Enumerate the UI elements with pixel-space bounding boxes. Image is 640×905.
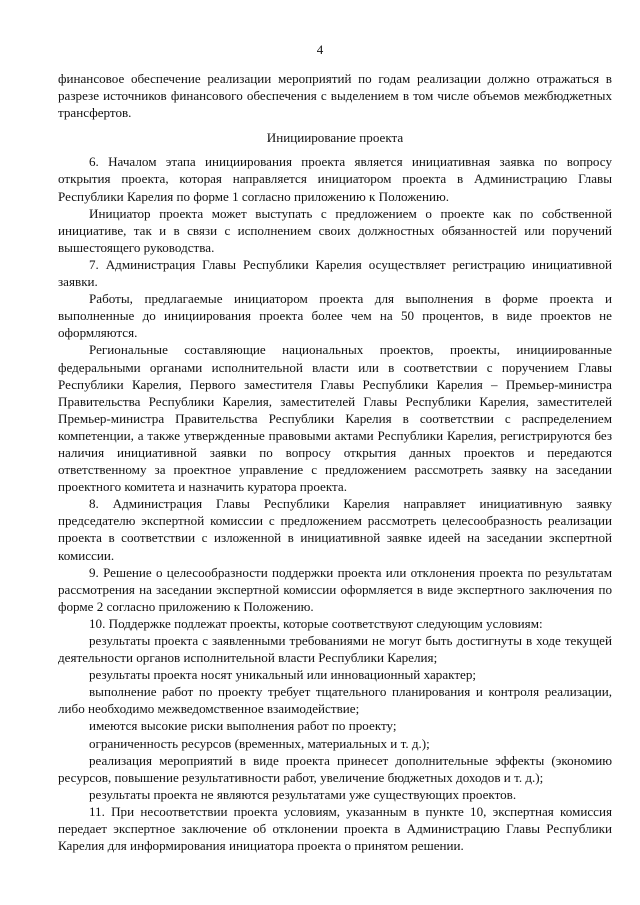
list-item-condition-6: реализация мероприятий в виде проекта принесет дополнительные эффекты (экономию ресурсов, повышение результативности работ, увеличение бюджетных доходов и т. д.);	[58, 752, 612, 785]
paragraph-initiator: Инициатор проекта может выступать с предложением о проекте как по собственной инициативе, так и в связи с исполнением своих должностных обязанностей или поручений вышестоящего руководства.	[58, 205, 612, 255]
document-body	[58, 70, 612, 854]
paragraph-regional-components: Региональные составляющие национальных проектов, проекты, инициированные федеральными органами исполнительной власти или в соответствии с поручением Главы Республики Карелия, Первого заместителя Главы Республики Карелия – Премьер-министра Правительства Республики Карелия, заместителей Главы Республики Карелия, заместителей Премьер-министра Правительства Республики Карелия в соответствии с распределением компетенции, а также утвержденные правовыми актами Республики Карелия, регистрируются без наличия инициативной заявки по вопросу открытия данных проектов и передаются ответственному за проектное управление с предложением рассмотреть заявку на заседании проектного комитета и назначить куратора проекта.	[58, 342, 612, 495]
list-item-condition-1: результаты проекта с заявленными требованиями не могут быть достигнуты в ходе текущей деятельности органов исполнительной власти Республики Карелия;	[58, 633, 612, 666]
paragraph-item-7: 7. Администрация Главы Республики Карелия осуществляет регистрацию инициативной заявки.	[58, 256, 612, 290]
paragraph-works-not-projects: Работы, предлагаемые инициатором проекта для выполнения в форме проекта и выполненные до инициирования проекта более чем на 50 процентов, в виде проектов не оформляются.	[58, 291, 612, 341]
paragraph-item-11: 11. При несоответствии проекта условиям, указанным в пункте 10, экспертная комиссия передает экспертное заключение об отклонении проекта в Администрацию Главы Республики Карелия для информирования инициатора проекта о принятом решении.	[58, 803, 612, 854]
section-heading-initiation: Инициирование проекта	[266, 130, 404, 146]
paragraph-financing-continuation: финансовое обеспечение реализации мероприятий по годам реализации должно отражаться в разрезе источников финансового обеспечения с выделением в том числе объемов межбюджетных трансфертов.	[58, 71, 612, 121]
list-item-condition-3: выполнение работ по проекту требует тщательного планирования и контроля реализации, либо необходимо межведомственное взаимодействие;	[58, 684, 612, 717]
paragraph-item-8: 8. Администрация Главы Республики Карелия направляет инициативную заявку председателю экспертной комиссии с предложением рассмотреть целесообразность реализации проекта в соответствии с изложенной в инициативной заявке идеей на заседании экспертной комиссии.	[58, 496, 612, 563]
list-item-condition-2: результаты проекта носят уникальный или инновационный характер;	[89, 667, 477, 683]
list-item-condition-4: имеются высокие риски выполнения работ по проекту;	[89, 718, 397, 734]
paragraph-item-10: 10. Поддержке подлежат проекты, которые соответствуют следующим условиям:	[89, 615, 543, 631]
paragraph-item-9: 9. Решение о целесообразности поддержки проекта или отклонения проекта по результатам рассмотрения на заседании экспертной комиссии оформляется в виде экспертного заключения по форме 2 согласно приложению к Положению.	[58, 564, 612, 614]
list-item-condition-7: результаты проекта не являются результатами уже существующих проектов.	[89, 786, 517, 802]
list-item-condition-5: ограниченность ресурсов (временных, материальных и т. д.);	[89, 735, 430, 751]
paragraph-item-6: 6. Началом этапа инициирования проекта является инициативная заявка по вопросу открытия проекта, которая направляется инициатором проекта в Администрацию Главы Республики Карелия по форме 1 согласно приложению к Положению.	[58, 154, 612, 204]
page-number: 4	[316, 42, 324, 57]
